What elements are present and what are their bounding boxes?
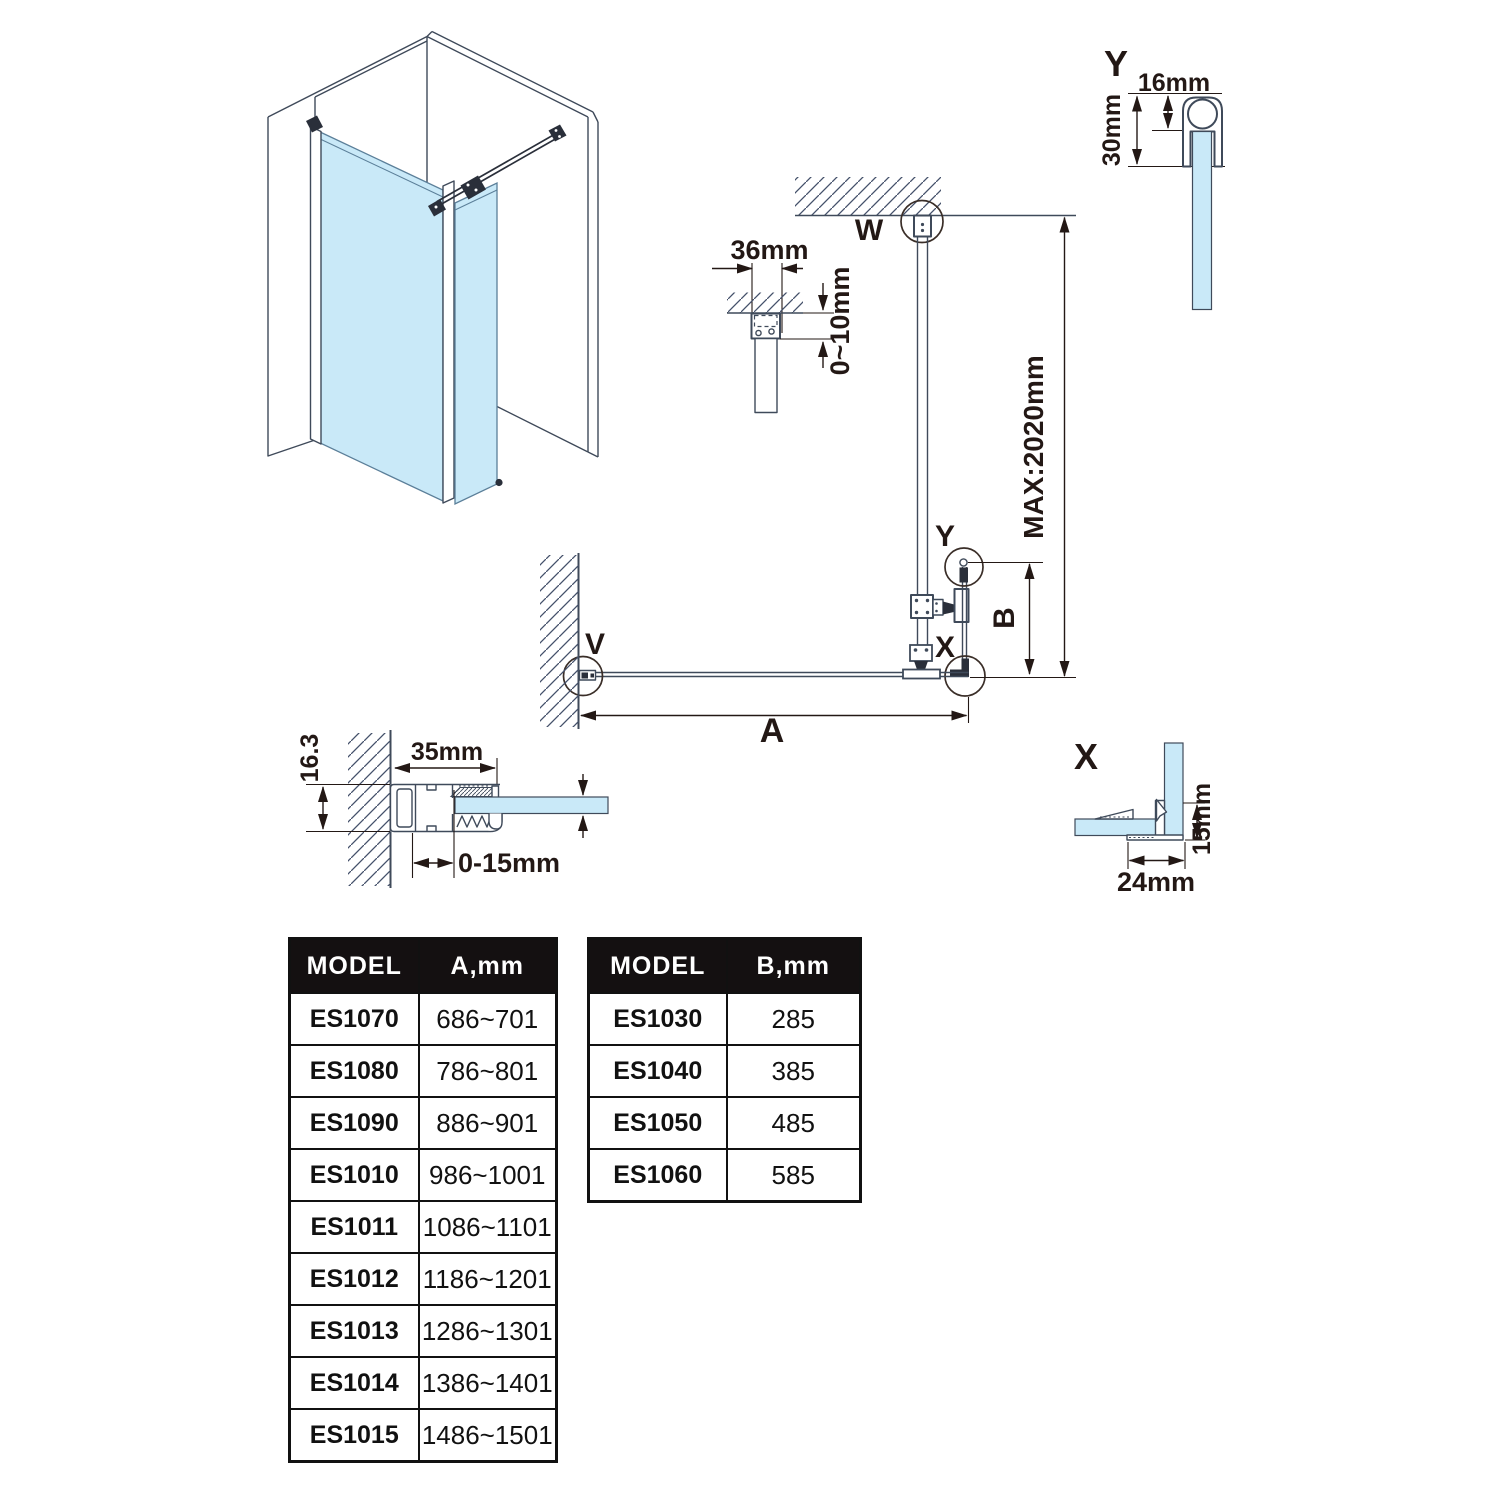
value-cell: 1086~1101 bbox=[419, 1201, 557, 1253]
table-row bbox=[290, 1253, 557, 1305]
x-corner-bracket bbox=[962, 659, 970, 678]
table-row bbox=[589, 1045, 861, 1097]
section-16-3: 16.3 bbox=[296, 733, 324, 783]
value-cell: 585 bbox=[727, 1149, 861, 1202]
bracket-width-label: 36mm bbox=[730, 235, 809, 265]
detail-y-30mm: 30mm bbox=[1098, 93, 1126, 167]
value-cell: 886~901 bbox=[419, 1097, 557, 1149]
detail-y bbox=[1098, 43, 1225, 310]
value-cell: 1286~1301 bbox=[419, 1305, 557, 1357]
clamp-connector bbox=[933, 600, 943, 616]
screw-dot bbox=[935, 602, 938, 605]
screw-dot bbox=[926, 599, 929, 602]
screw-dot bbox=[935, 610, 938, 613]
table-row bbox=[290, 1305, 557, 1357]
bracket-gap-label: 0~10mm bbox=[825, 266, 855, 376]
screw-dot bbox=[921, 223, 924, 226]
v-label: V bbox=[584, 628, 606, 661]
value-cell: 385 bbox=[727, 1045, 861, 1097]
value-cell: 786~801 bbox=[419, 1045, 557, 1097]
section-015mm: 0-15mm bbox=[457, 848, 561, 878]
model-cell: ES1011 bbox=[290, 1201, 419, 1253]
detail-y-tube bbox=[1188, 100, 1217, 129]
value-cell: 1186~1201 bbox=[419, 1253, 557, 1305]
detail-x-24mm: 24mm bbox=[1116, 867, 1196, 897]
detail-x-24-extensions bbox=[1128, 842, 1185, 869]
profile-left-slot bbox=[397, 789, 412, 827]
model-table-b bbox=[587, 937, 862, 1203]
table-row bbox=[290, 1409, 557, 1462]
wall-hatch bbox=[348, 733, 390, 886]
glass-foot bbox=[495, 479, 502, 486]
x-label: X bbox=[934, 631, 956, 664]
bar-foot-jaw bbox=[914, 661, 928, 670]
model-cell: ES1012 bbox=[290, 1253, 419, 1305]
bar-foot-plate bbox=[903, 670, 940, 679]
model-cell: ES1090 bbox=[290, 1097, 419, 1149]
bar-clamp-block bbox=[911, 595, 933, 618]
model-cell: ES1070 bbox=[290, 993, 419, 1045]
screw-dot bbox=[915, 599, 918, 602]
right-wall-top bbox=[427, 32, 598, 123]
dim-max-label: MAX:2020mm bbox=[1018, 355, 1049, 539]
ceiling-hatch bbox=[795, 177, 941, 216]
clamp-screw bbox=[467, 184, 470, 187]
table-row bbox=[290, 993, 557, 1045]
table-row bbox=[589, 1149, 861, 1202]
table-b-header-row bbox=[589, 939, 861, 994]
v-bracket-pin bbox=[591, 674, 595, 678]
model-cell: ES1050 bbox=[589, 1097, 727, 1149]
value-cell: 986~1001 bbox=[419, 1149, 557, 1201]
model-cell: ES1014 bbox=[290, 1357, 419, 1409]
detail-y-title: Y bbox=[1103, 43, 1129, 84]
value-cell: 285 bbox=[727, 993, 861, 1045]
mount-screw bbox=[558, 135, 561, 138]
value-cell: 1486~1501 bbox=[419, 1409, 557, 1462]
table-a-header-row bbox=[290, 939, 557, 994]
isometric-view bbox=[268, 32, 598, 505]
dim-b-label: B bbox=[988, 607, 1021, 629]
model-cell: ES1015 bbox=[290, 1409, 419, 1462]
wall-profile-top-bracket bbox=[306, 116, 323, 133]
table-row bbox=[290, 1357, 557, 1409]
detail-x-glass-vertical bbox=[1165, 743, 1184, 839]
left-wall-top-inner bbox=[315, 41, 427, 97]
return-glass-panel bbox=[455, 183, 497, 504]
y-end-ring bbox=[960, 559, 967, 566]
table-b-header-model: MODEL bbox=[589, 939, 727, 994]
detail-x bbox=[1074, 736, 1216, 897]
table-row bbox=[290, 1201, 557, 1253]
table-row bbox=[589, 993, 861, 1045]
table-a-header-model: MODEL bbox=[290, 939, 419, 994]
block-screw bbox=[435, 206, 438, 209]
screw-dot bbox=[925, 648, 929, 652]
ceiling-hatch-small bbox=[727, 293, 803, 313]
right-wall-edge bbox=[588, 117, 598, 457]
screw-dot bbox=[915, 611, 918, 614]
left-wall-top-outer bbox=[268, 37, 427, 118]
detail-x-15mm: 15mm bbox=[1188, 782, 1216, 856]
section-glass bbox=[455, 797, 608, 814]
detail-x-glass-horizontal bbox=[1075, 819, 1156, 836]
w-label: W bbox=[854, 214, 884, 247]
screw-dot bbox=[926, 611, 929, 614]
screw-dot bbox=[914, 648, 918, 652]
support-bar-plan bbox=[918, 237, 928, 646]
y-label: Y bbox=[934, 520, 956, 553]
ceiling-bracket-detail bbox=[712, 235, 855, 413]
model-cell: ES1040 bbox=[589, 1045, 727, 1097]
wall-profile-section bbox=[296, 730, 608, 888]
clamp-screw bbox=[475, 189, 478, 192]
model-cell: ES1013 bbox=[290, 1305, 419, 1357]
detail-y-glass bbox=[1193, 132, 1212, 310]
model-cell: ES1060 bbox=[589, 1149, 727, 1202]
detail-x-gasket-wedge bbox=[1095, 810, 1133, 820]
wall-profile-strip bbox=[311, 127, 322, 445]
value-cell: 686~701 bbox=[419, 993, 557, 1045]
left-wall-edge bbox=[268, 117, 315, 456]
left-wall-hatch bbox=[540, 555, 579, 727]
detail-x-title: X bbox=[1073, 736, 1099, 777]
table-row bbox=[290, 1149, 557, 1201]
model-cell: ES1010 bbox=[290, 1149, 419, 1201]
support-bar-wall-mount bbox=[549, 125, 567, 142]
table-row bbox=[290, 1097, 557, 1149]
table-b-header-value: B,mm bbox=[727, 939, 861, 994]
main-glass-panel bbox=[318, 131, 443, 501]
y-end-cap bbox=[960, 568, 969, 583]
table-row bbox=[589, 1097, 861, 1149]
value-cell: 485 bbox=[727, 1097, 861, 1149]
right-wall-bottom bbox=[497, 407, 588, 453]
model-cell: ES1030 bbox=[589, 993, 727, 1045]
section-35mm: 35mm bbox=[410, 738, 484, 766]
value-cell: 1386~1401 bbox=[419, 1357, 557, 1409]
bracket-bar bbox=[755, 339, 777, 413]
mount-screw bbox=[555, 129, 558, 132]
bar-foot-bracket bbox=[910, 645, 932, 661]
detail-y-16mm: 16mm bbox=[1137, 69, 1211, 97]
corner-profile-strip bbox=[443, 181, 454, 503]
dim-a-label: A bbox=[759, 712, 785, 750]
clamp-lower-jaw bbox=[489, 814, 502, 830]
v-bracket-core bbox=[582, 673, 589, 679]
table-row bbox=[290, 1045, 557, 1097]
model-cell: ES1080 bbox=[290, 1045, 419, 1097]
screw-dot bbox=[921, 229, 924, 232]
table-a-header-value: A,mm bbox=[419, 939, 557, 994]
plan-schematic bbox=[540, 177, 1076, 750]
model-table-a bbox=[288, 937, 558, 1463]
